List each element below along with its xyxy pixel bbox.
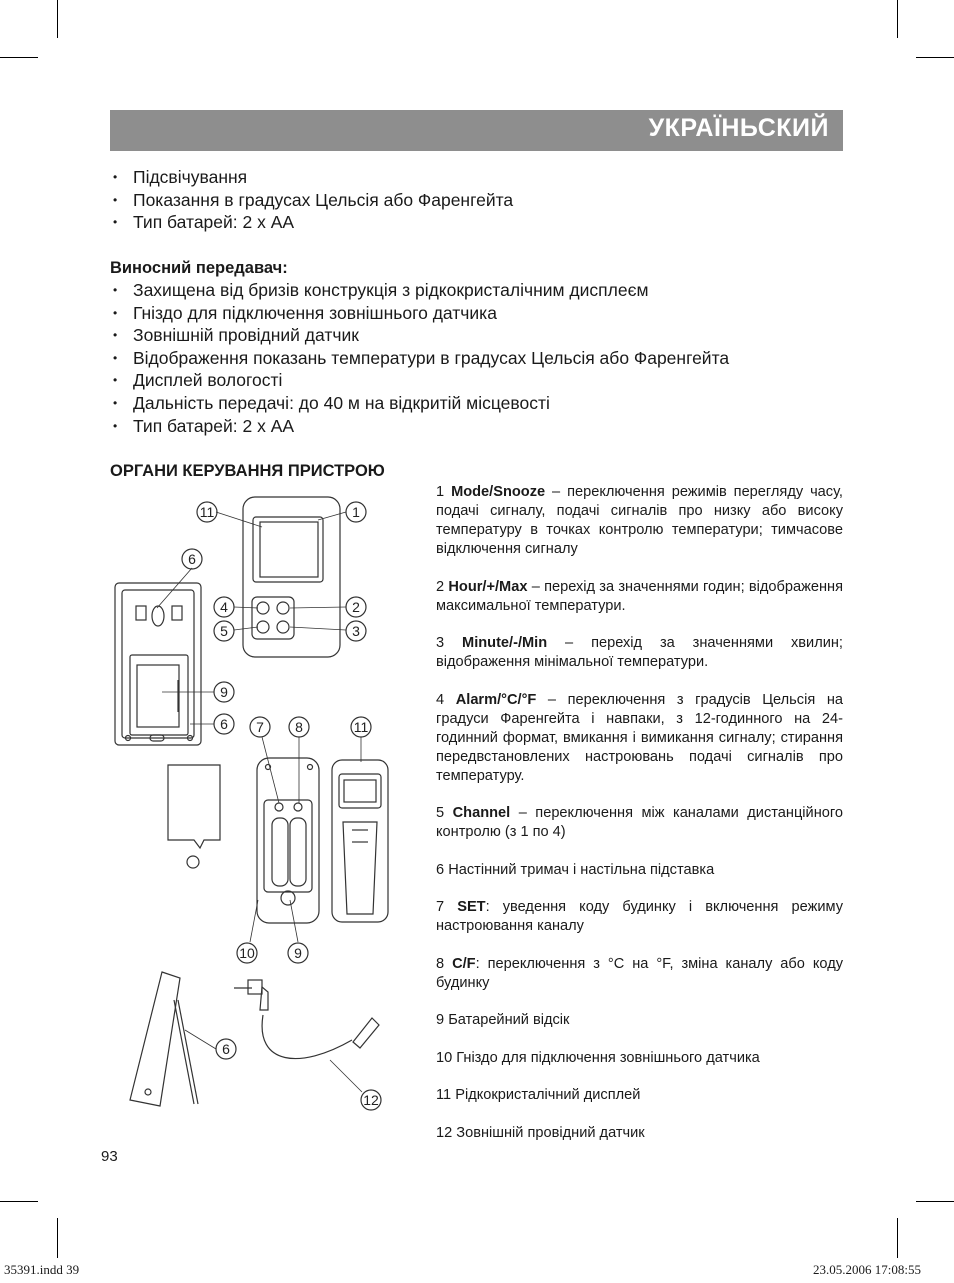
- callout-8: [289, 717, 309, 737]
- language-header-bar: [110, 110, 843, 151]
- controls-heading: ОРГАНИ КЕРУВАННЯ ПРИСТРОЮ: [110, 462, 385, 480]
- crop-mark: [57, 0, 58, 38]
- desk-stand: [168, 765, 220, 868]
- transmitter-list: [110, 279, 729, 437]
- callout-9b: [288, 943, 308, 963]
- slug-file: 35391.indd 39: [4, 1262, 80, 1277]
- list-item: • Підсвічування: [110, 166, 513, 189]
- crop-mark: [57, 1218, 58, 1258]
- control-item: 6 Настінний тримач і настільна підставка: [436, 861, 715, 878]
- callout-6c: [216, 1039, 236, 1059]
- transmitter-front: [332, 760, 388, 922]
- list-item: • Відображення показань температури в градусах Цельсія або Фаренгейта: [110, 347, 729, 370]
- callout-9a: [214, 682, 234, 702]
- crop-mark: [916, 57, 954, 58]
- crop-mark: [0, 57, 38, 58]
- callout-3: [346, 621, 366, 641]
- control-item: 9 Батарейний відсік: [436, 1012, 570, 1028]
- svg-text:6: 6: [220, 716, 228, 732]
- control-item: 8 C/F: переключення з °С на °F, зміна каналу або коду будинку: [436, 955, 844, 991]
- callout-6b: [214, 714, 234, 734]
- callout-10: [237, 943, 257, 963]
- svg-text:9: 9: [220, 684, 228, 700]
- language-title: УКРАЇНЬСКИЙ: [648, 114, 829, 142]
- control-item: 11 Рідкокристалічний дисплей: [436, 1087, 641, 1103]
- callout-7: [250, 717, 270, 737]
- control-item: 5 Channel – переключення між каналами дистанційного контролю (з 1 по 4): [436, 805, 843, 840]
- controls-description: [436, 483, 843, 1161]
- transmitter-back: [257, 758, 319, 923]
- list-item: • Захищена від бризів конструкція з рідкокристалічним дисплеєм: [110, 279, 729, 302]
- svg-text:4: 4: [220, 599, 228, 615]
- crop-mark: [897, 0, 898, 38]
- main-unit-side: [130, 972, 198, 1106]
- main-unit-front: [243, 497, 340, 657]
- list-item: • Зовнішній провідний датчик: [110, 324, 729, 347]
- callout-12: [361, 1090, 381, 1110]
- leader-lines: [157, 512, 362, 1092]
- device-diagram: [100, 490, 400, 1120]
- control-item: 2 Hour/+/Max – перехід за значеннями годин; відображення максимальної температури.: [436, 578, 843, 614]
- list-item: • Тип батарей: 2 х АА: [110, 415, 729, 438]
- callout-11b: [351, 717, 371, 737]
- features-list: [110, 166, 513, 234]
- list-item: • Дисплей вологості: [110, 369, 729, 392]
- svg-text:2: 2: [352, 599, 360, 615]
- svg-text:7: 7: [256, 719, 264, 735]
- control-item: 4 Alarm/°C/°F – переключення з градусів Цельсія на градуси Фаренгейта і навпаки, з 12-годинного на 24-годинний формат, вмикання і вимикання сигналу; стирання передвстановлених настроювань подачі сигналів про температуру.: [436, 691, 843, 784]
- slug-date: 23.05.2006 17:08:55: [813, 1262, 921, 1277]
- svg-text:11: 11: [353, 719, 369, 735]
- crop-mark: [916, 1201, 954, 1202]
- svg-text:1: 1: [352, 504, 360, 520]
- control-item: 12 Зовнішній провідний датчик: [436, 1124, 645, 1141]
- callout-4: [214, 597, 234, 617]
- svg-text:12: 12: [363, 1092, 379, 1108]
- callout-2: [346, 597, 366, 617]
- control-item: 1 Mode/Snooze – переключення режимів перегляду часу, подачі сигналу, подачі сигналів про низку або високу температуру в точках контролю температури; тимчасове відключення сигналу: [436, 484, 843, 557]
- svg-text:5: 5: [220, 623, 228, 639]
- svg-text:9: 9: [294, 945, 302, 961]
- transmitter-heading: Виносний передавач:: [110, 259, 288, 277]
- list-item: • Тип батарей: 2 х АА: [110, 211, 513, 234]
- control-item: 7 SET: уведення коду будинку і включення режиму настроювання каналу: [436, 899, 843, 934]
- callout-6a: [182, 549, 202, 569]
- list-item: • Гніздо для підключення зовнішнього датчика: [110, 302, 729, 325]
- svg-text:6: 6: [222, 1041, 230, 1057]
- svg-text:10: 10: [239, 945, 255, 961]
- callout-1: [346, 502, 366, 522]
- control-item: 10 Гніздо для підключення зовнішнього датчика: [436, 1049, 760, 1066]
- svg-text:11: 11: [199, 504, 215, 520]
- crop-mark: [0, 1201, 38, 1202]
- callout-5: [214, 621, 234, 641]
- external-probe: [234, 980, 379, 1059]
- svg-text:6: 6: [188, 551, 196, 567]
- svg-text:3: 3: [352, 623, 360, 639]
- control-item: 3 Minute/-/Min – перехід за значеннями хвилин; відображення мінімальної температури.: [436, 635, 843, 670]
- list-item: • Показання в градусах Цельсія або Фаренгейта: [110, 189, 513, 212]
- svg-text:8: 8: [295, 719, 303, 735]
- list-item: • Дальність передачі: до 40 м на відкритій місцевості: [110, 392, 729, 415]
- crop-mark: [897, 1218, 898, 1258]
- page-number: 93: [101, 1148, 118, 1165]
- callout-11a: [197, 502, 217, 522]
